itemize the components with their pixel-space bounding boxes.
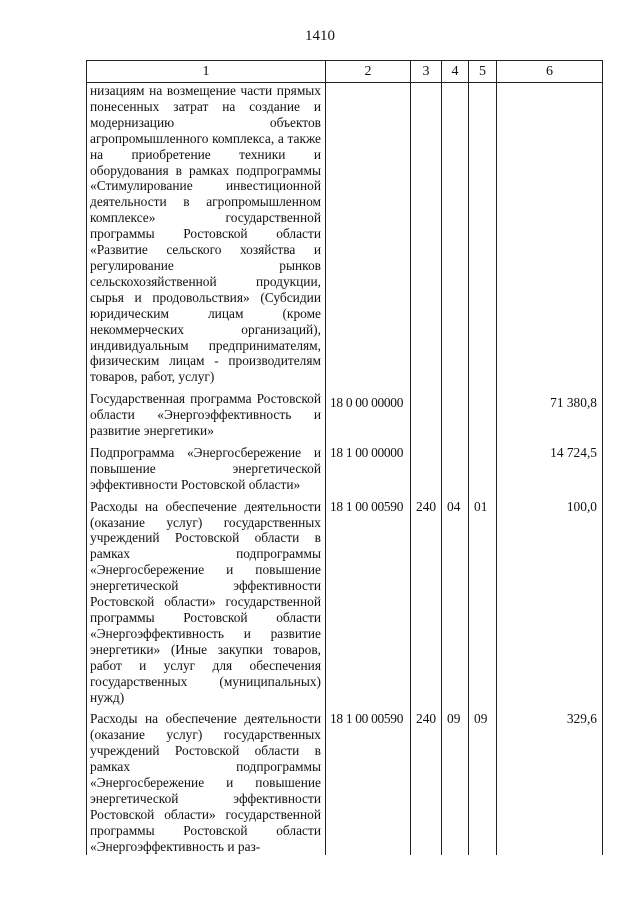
row-expense-type: [411, 83, 442, 392]
row-subsection: [469, 391, 497, 445]
column-header-amount: 6: [497, 61, 603, 83]
page-number: 1410: [305, 28, 335, 44]
row-name: Расходы на обеспечение деятельности (оказание услуг) государственных учреждений Ростовской области в рамках подпрограммы «Энергосбережение и повышение энергетической эффективности Ростовской области» государственной программы Ростовской области «Энергоэффективность и раз-: [87, 711, 326, 854]
row-subsection: [469, 445, 497, 499]
row-amount: [497, 83, 603, 392]
row-target-code: [326, 83, 411, 392]
budget-table: [86, 60, 603, 855]
row-subsection: 09: [469, 711, 497, 854]
row-name: Государственная программа Ростовской области «Энергоэффективность и развитие энергетики»: [87, 391, 326, 445]
column-header-target: 2: [326, 61, 411, 83]
table-header-row: [87, 61, 603, 83]
row-section: [442, 391, 469, 445]
table-row: [87, 391, 603, 445]
row-section: [442, 445, 469, 499]
row-amount: 100,0: [497, 499, 603, 712]
row-amount: 329,6: [497, 711, 603, 854]
row-target-code: 18 1 00 00590: [326, 711, 411, 854]
table-row: [87, 711, 603, 854]
row-name: низациям на возмещение части прямых понесенных затрат на создание и модернизацию объектов агропромышленного комплекса, а также на приобретение техники и оборудования в рамках подпрограммы «Стимулирование инвестиционной деятельности в агропромышленном комплексе» государственной программы Ростовской области «Развитие сельского хозяйства и регулирование рынков сельскохозяйственной продукции, сырья и продовольствия» (Субсидии юридическим лицам (кроме некоммерческих организаций), индивидуальным предпринимателям, физическим лицам - производителям товаров, работ, услуг): [87, 83, 326, 392]
table-row: [87, 445, 603, 499]
row-expense-type: 240: [411, 711, 442, 854]
column-header-subsection: 5: [469, 61, 497, 83]
row-name: Подпрограмма «Энергосбережение и повышение энергетической эффективности Ростовской области»: [87, 445, 326, 499]
row-target-code: 18 1 00 00000: [326, 445, 411, 499]
row-target-code: 18 1 00 00590: [326, 499, 411, 712]
row-expense-type: [411, 391, 442, 445]
row-section: [442, 83, 469, 392]
row-subsection: [469, 83, 497, 392]
row-target-code: 18 0 00 00000: [326, 391, 411, 445]
column-header-section: 4: [442, 61, 469, 83]
row-subsection: 01: [469, 499, 497, 712]
row-expense-type: 240: [411, 499, 442, 712]
column-header-type: 3: [411, 61, 442, 83]
row-expense-type: [411, 445, 442, 499]
row-amount: 14 724,5: [497, 445, 603, 499]
row-section: 09: [442, 711, 469, 854]
row-amount: 71 380,8: [497, 391, 603, 445]
table-row: [87, 499, 603, 712]
row-name: Расходы на обеспечение деятельности (оказание услуг) государственных учреждений Ростовской области в рамках подпрограммы «Энергосбережение и повышение энергетической эффективности Ростовской области» государственной программы Ростовской области «Энергоэффективность и развитие энергетики» (Иные закупки товаров, работ и услуг для обеспечения государственных (муниципальных) нужд): [87, 499, 326, 712]
row-section: 04: [442, 499, 469, 712]
column-header-name: 1: [87, 61, 326, 83]
table-row: [87, 83, 603, 392]
